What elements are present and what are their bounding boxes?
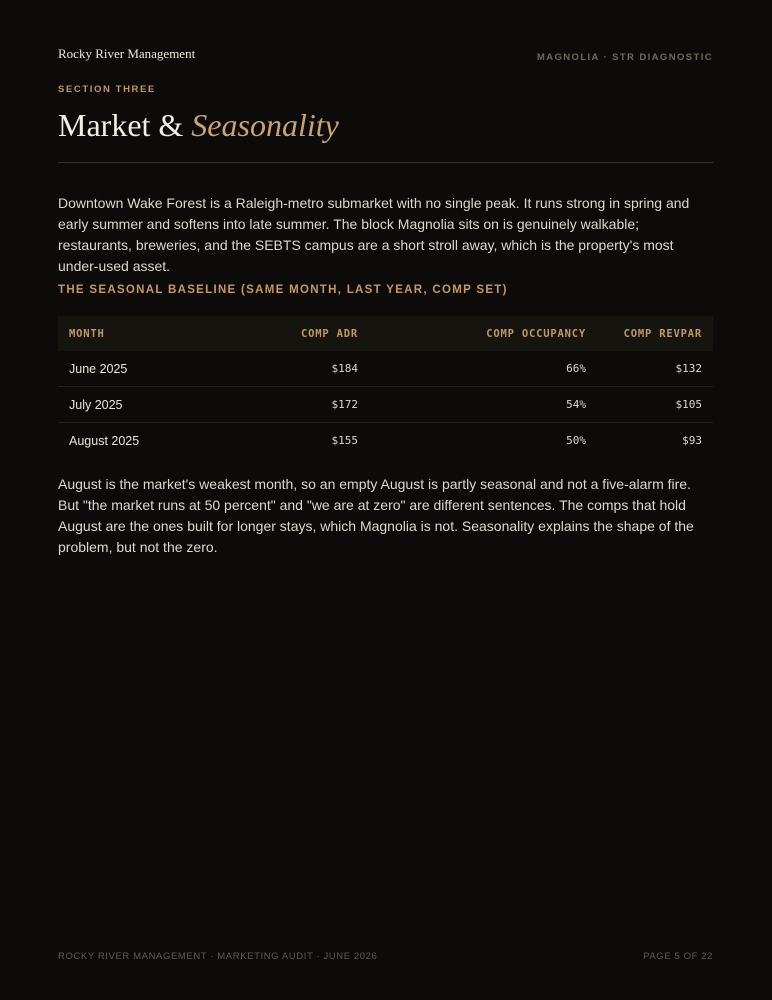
table-row: [58, 387, 713, 423]
table-header-row: [58, 316, 713, 351]
table-row: [58, 423, 713, 459]
footer-document-info: ROCKY RIVER MANAGEMENT · MARKETING AUDIT · JUNE 2026: [58, 951, 378, 962]
section-label: SECTION THREE: [58, 84, 156, 95]
column-header-comp-occupancy: COMP OCCUPANCY: [369, 316, 597, 351]
column-header-comp-revpar: COMP REVPAR: [597, 316, 713, 351]
footer-page-number: PAGE 5 OF 22: [643, 951, 713, 962]
page-title-accent: Seasonality: [191, 107, 339, 143]
brand-name: Rocky River Management: [58, 46, 196, 61]
page-title-main: Market &: [58, 107, 184, 143]
cell-comp-revpar: $132: [597, 351, 713, 387]
column-header-month: MONTH: [58, 316, 230, 351]
analysis-paragraph: August is the market's weakest month, so an empty August is partly seasonal and not a five-alarm fire. But "the market runs at 50 percent" and "we are at zero" are different sentences. The comps that hold August are the ones built for longer stays, which Magnolia is not. Seasonality explains the shape of the problem, but not the zero.: [58, 476, 694, 555]
page-title: [58, 104, 339, 146]
cell-comp-occupancy: 54%: [369, 387, 597, 423]
cell-comp-revpar: $93: [682, 434, 702, 447]
cell-month: July 2025: [58, 387, 230, 423]
cell-comp-adr: $184: [230, 351, 369, 387]
cell-month: August 2025: [69, 433, 140, 448]
cell-comp-adr: $172: [230, 387, 369, 423]
title-divider: [58, 162, 713, 163]
cell-comp-adr: $155: [331, 434, 358, 447]
cell-comp-occupancy: 66%: [369, 351, 597, 387]
cell-comp-occupancy: 50%: [566, 434, 586, 447]
cell-month: June 2025: [58, 351, 230, 387]
cell-comp-revpar: $105: [597, 387, 713, 423]
intro-paragraph: Downtown Wake Forest is a Raleigh-metro submarket with no single peak. It runs strong in spring and early summer and softens into late summer. The block Magnolia sits on is genuinely walkable; restaurants, breweries, and the SEBTS campus are a short stroll away, which is the property's most under-used asset.: [58, 195, 690, 274]
document-page: [58, 0, 713, 1000]
seasonal-baseline-table: [58, 316, 713, 458]
column-header-comp-adr: COMP ADR: [230, 316, 369, 351]
table-heading: THE SEASONAL BASELINE (SAME MONTH, LAST YEAR, COMP SET): [58, 284, 508, 296]
document-tag: MAGNOLIA · STR DIAGNOSTIC: [536, 52, 713, 63]
table-row: [58, 351, 713, 387]
